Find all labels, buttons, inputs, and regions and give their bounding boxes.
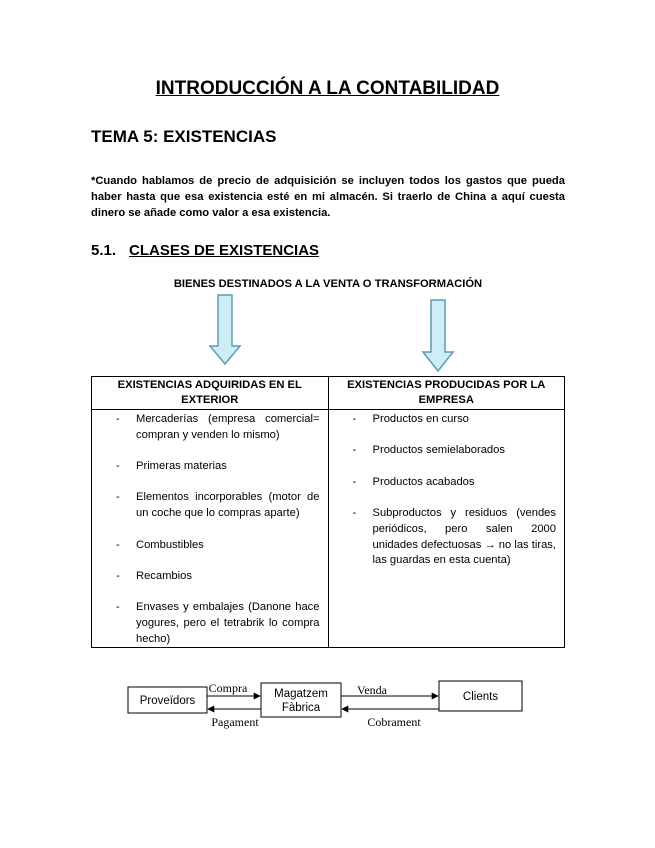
producidas-list [337, 412, 557, 569]
list-item: - Combustibles [100, 538, 320, 554]
fabrica-label: Fàbrica [281, 702, 321, 714]
list-item: - Productos semielaborados [337, 443, 557, 459]
list-item: - Envases y embalajes (Danone hace yogures, pero el tetrabrik lo compra hecho) [100, 600, 320, 647]
adquiridas-list [100, 412, 320, 647]
diagram-caption: BIENES DESTINADOS A LA VENTA O TRANSFORMACIÓN [173, 278, 483, 290]
arrow-down-icon [207, 294, 243, 366]
producidas-cell [328, 410, 565, 648]
list-item: - Productos en curso [337, 412, 557, 428]
acquisition-price-note: *Cuando hablamos de precio de adquisición se incluyen todos los gastos que pueda haber hasta que esa existencia esté en mi almacén. Si traerlo de China a aquí cuesta dinero se añade como valor a esa existencia. [91, 175, 565, 219]
table-header-producidas: EXISTENCIAS PRODUCIDAS POR LA EMPRESA [328, 377, 565, 410]
list-item: - Recambios [100, 569, 320, 585]
pagament-label: Pagament [211, 715, 259, 729]
flow-diagram [127, 678, 527, 738]
subsection-number: 5.1. [91, 242, 117, 259]
proveidors-label: Proveïdors [139, 695, 196, 707]
compra-label: Compra [208, 681, 248, 695]
list-item: - Subproductos y residuos (vendes periódicos, pero salen 2000 unidades defectuosas → no las tiras, las guardas en esta cuenta) [337, 506, 557, 569]
arrow-down-icon [420, 294, 456, 374]
venda-label: Venda [357, 683, 387, 697]
cobrament-label: Cobrament [367, 715, 421, 729]
document-title: INTRODUCCIÓN A LA CONTABILIDAD [155, 78, 500, 99]
list-item: - Elementos incorporables (motor de un coche que lo compras aparte) [100, 490, 320, 521]
adquiridas-cell [92, 410, 329, 648]
existencias-table [91, 376, 565, 648]
list-item: - Mercaderías (empresa comercial= compran y venden lo mismo) [100, 412, 320, 443]
list-item: - Productos acabados [337, 475, 557, 491]
magatzem-label: Magatzem [274, 688, 328, 700]
section-title: TEMA 5: EXISTENCIAS [91, 127, 277, 146]
subsection-heading [91, 242, 319, 259]
table-header-adquiridas: EXISTENCIAS ADQUIRIDAS EN EL EXTERIOR [92, 377, 329, 410]
list-item: - Primeras materias [100, 459, 320, 475]
subsection-title: CLASES DE EXISTENCIAS [129, 242, 320, 259]
clients-label: Clients [462, 691, 499, 703]
